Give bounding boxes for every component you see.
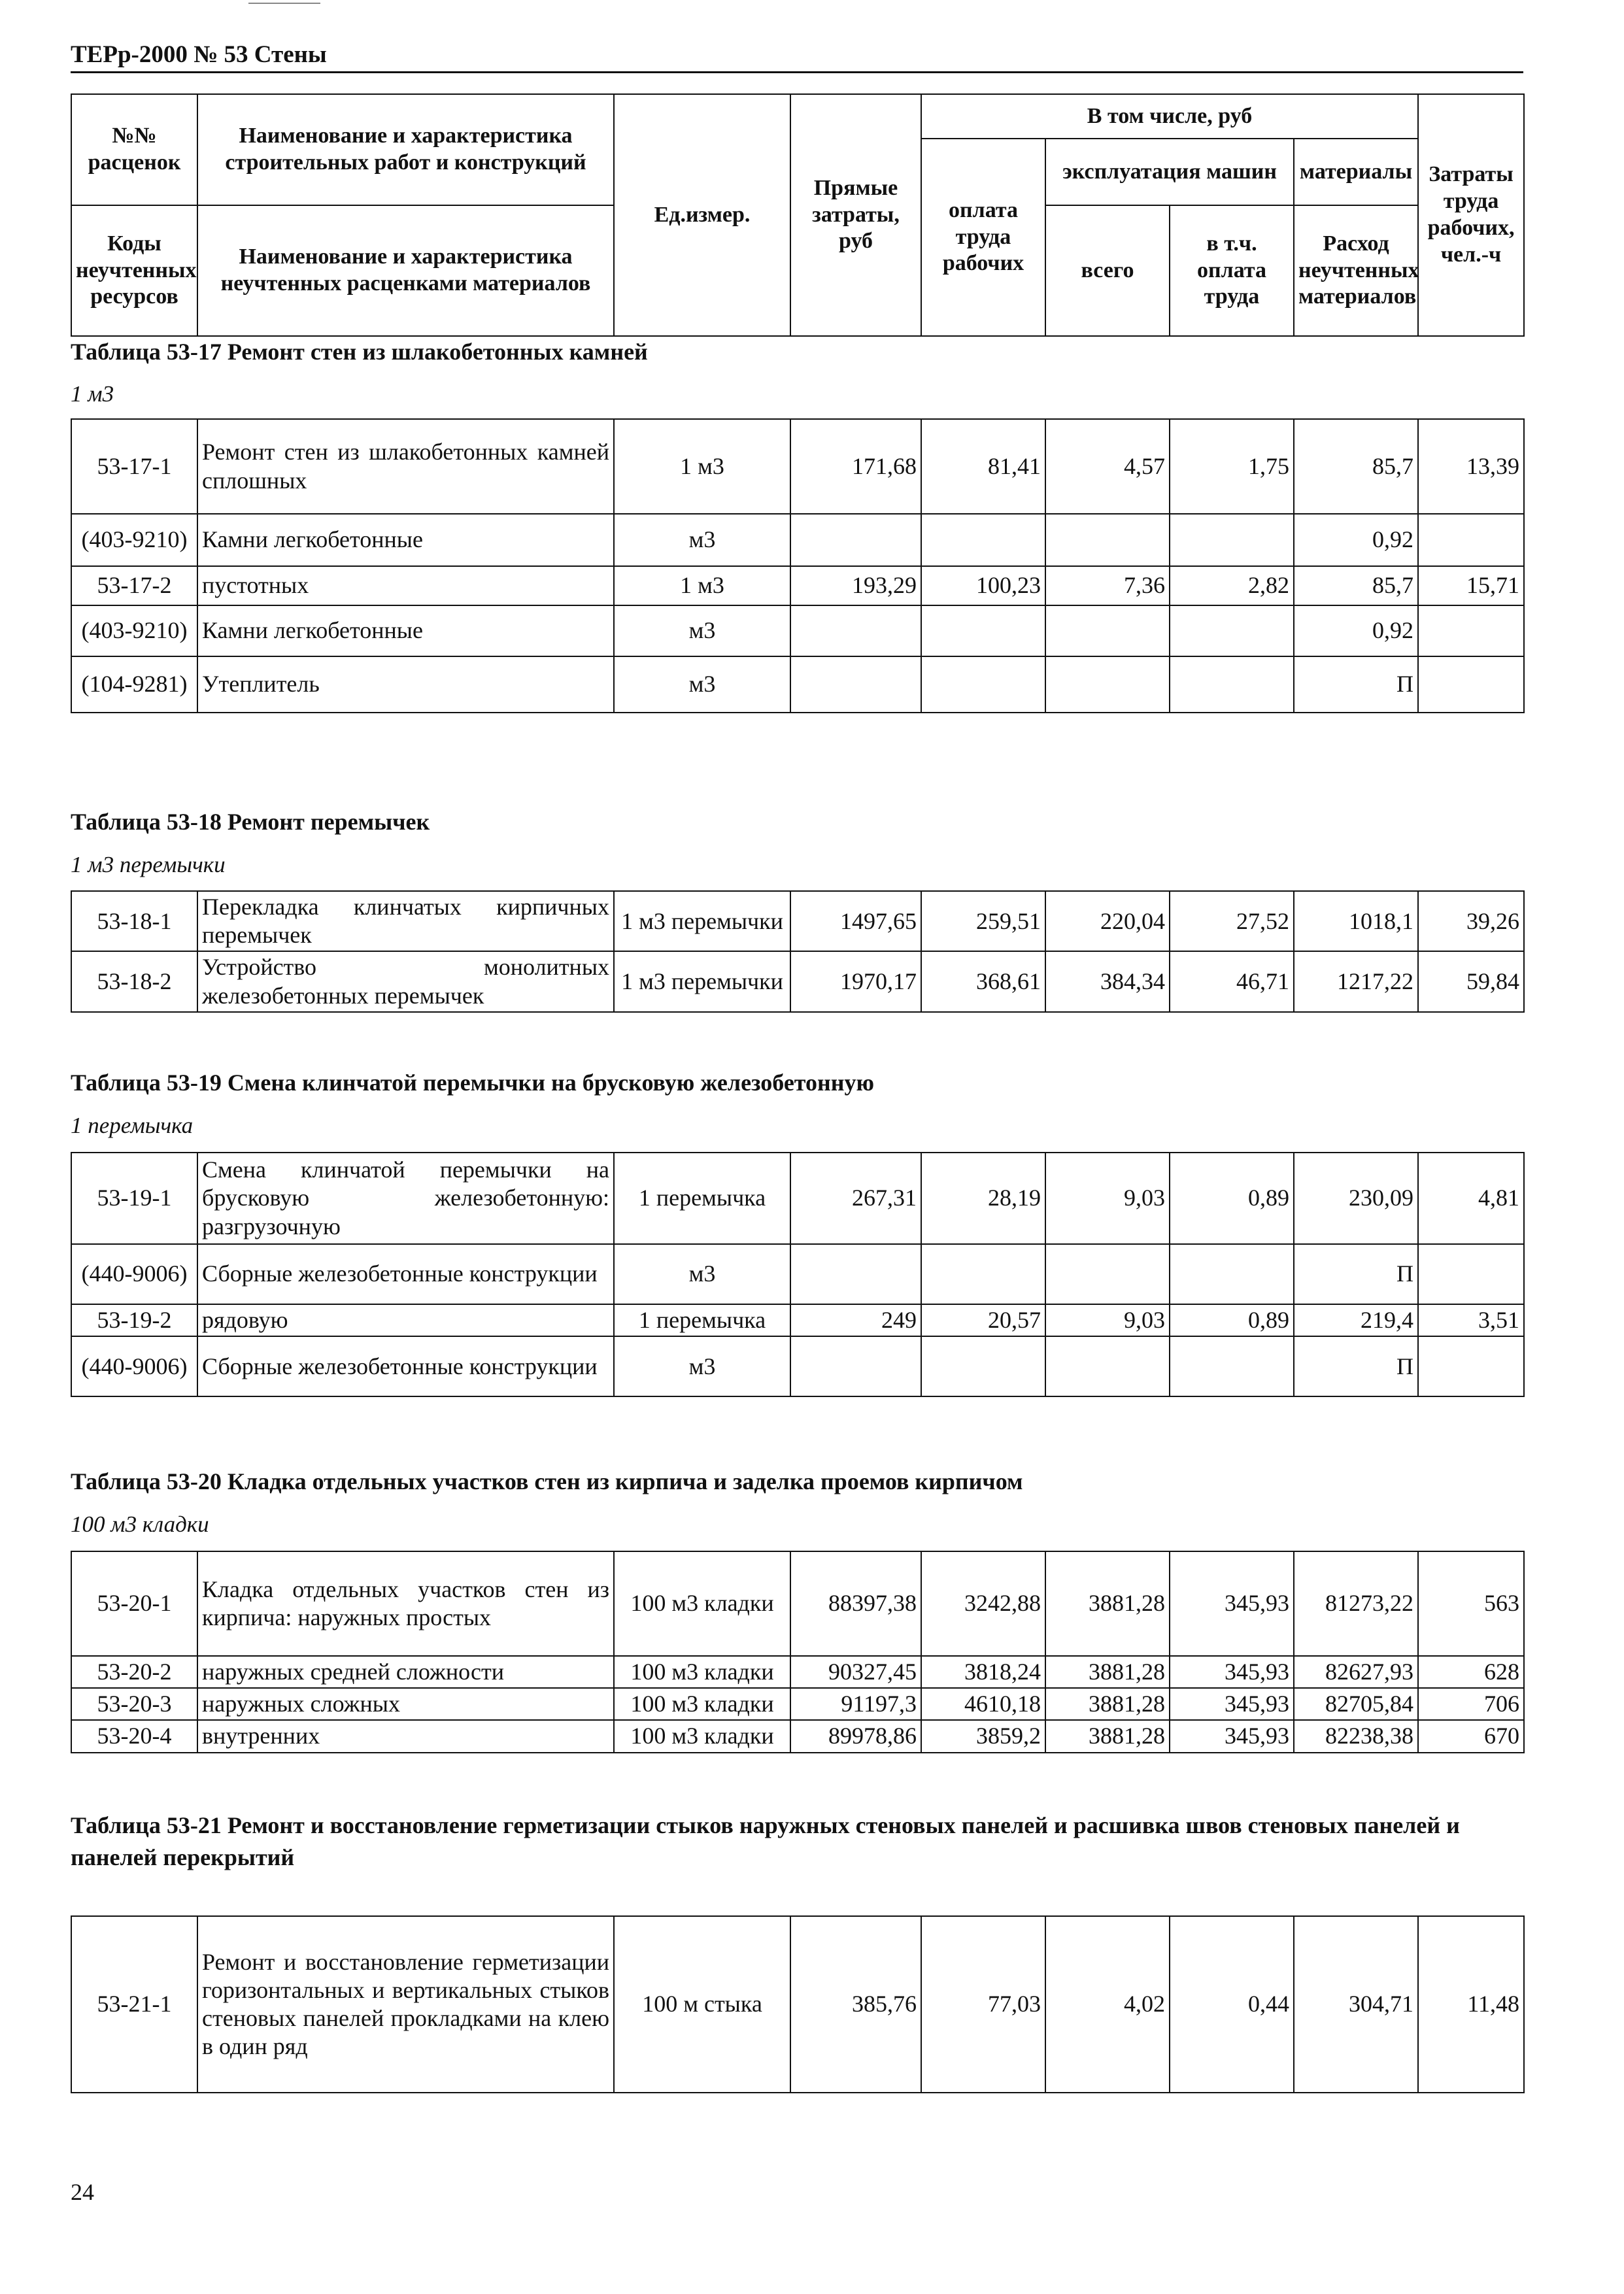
unit-cell: м3 [614, 656, 790, 713]
code-cell: 53-17-1 [71, 419, 197, 514]
machines-wage-cell [1170, 656, 1294, 713]
table-row [71, 1720, 1524, 1752]
code-cell: 53-18-2 [71, 951, 197, 1011]
hdr-res-name: Наименование и характеристика неучтенных расценками материалов [197, 205, 614, 336]
hdr-machines-wage: в т.ч. оплата труда [1170, 205, 1294, 336]
table-53-21-caption: Таблица 53-21 Ремонт и восстановление герметизации стыков наружных стеновых панелей и расшивка швов стеновых панелей и панелей перекрытий [71, 1812, 1460, 1870]
table-row [71, 419, 1524, 514]
direct-cost-cell [790, 1336, 921, 1396]
machines-cell [1045, 514, 1170, 566]
code-cell: 53-19-1 [71, 1153, 197, 1244]
labor-cell: 706 [1418, 1688, 1524, 1720]
machines-cell [1045, 1244, 1170, 1304]
direct-cost-cell: 385,76 [790, 1916, 921, 2093]
table-53-20-caption: Таблица 53-20 Кладка отдельных участков стен из кирпича и заделка проемов кирпичом [71, 1468, 1023, 1494]
hdr-code: №№ расценок [71, 94, 197, 205]
code-cell: 53-19-2 [71, 1304, 197, 1336]
unit-cell: 1 м3 [614, 566, 790, 605]
table-53-18-unit: 1 м3 перемычки [71, 852, 226, 877]
table-53-19-caption: Таблица 53-19 Смена клинчатой перемычки на брусковую железобетонную [71, 1070, 875, 1096]
labor-cell: 563 [1418, 1551, 1524, 1656]
wage-cell [921, 514, 1045, 566]
labor-cell [1418, 605, 1524, 656]
unit-cell: 100 м3 кладки [614, 1551, 790, 1656]
unit-cell: м3 [614, 1244, 790, 1304]
table-53-19-unit: 1 перемычка [71, 1113, 194, 1138]
code-cell: 53-20-3 [71, 1688, 197, 1720]
wage-cell: 28,19 [921, 1153, 1045, 1244]
code-cell: 53-20-1 [71, 1551, 197, 1656]
unit-cell: 1 м3 перемычки [614, 951, 790, 1011]
machines-cell: 9,03 [1045, 1304, 1170, 1336]
code-cell: (440-9006) [71, 1244, 197, 1304]
hdr-machines-total: всего [1045, 205, 1170, 336]
labor-cell [1418, 1244, 1524, 1304]
table-53-20-unit: 100 м3 кладки [71, 1511, 209, 1537]
hdr-materials: материалы [1294, 139, 1418, 205]
direct-cost-cell: 1970,17 [790, 951, 921, 1011]
machines-wage-cell: 345,93 [1170, 1720, 1294, 1752]
labor-cell: 11,48 [1418, 1916, 1524, 2093]
scan-mark [248, 3, 320, 4]
code-cell: 53-17-2 [71, 566, 197, 605]
name-cell: внутренних [197, 1720, 614, 1752]
machines-wage-cell [1170, 1244, 1294, 1304]
labor-cell: 59,84 [1418, 951, 1524, 1011]
direct-cost-cell [790, 656, 921, 713]
unit-cell: м3 [614, 1336, 790, 1396]
name-cell: наружных средней сложности [197, 1656, 614, 1688]
code-cell: (440-9006) [71, 1336, 197, 1396]
materials-cell: 85,7 [1294, 419, 1418, 514]
code-cell: 53-21-1 [71, 1916, 197, 2093]
name-cell: Утеплитель [197, 656, 614, 713]
machines-cell [1045, 605, 1170, 656]
machines-wage-cell: 1,75 [1170, 419, 1294, 514]
materials-cell: 0,92 [1294, 514, 1418, 566]
page-number: 24 [71, 2179, 94, 2205]
table-row [71, 566, 1524, 605]
wage-cell [921, 1244, 1045, 1304]
direct-cost-cell: 171,68 [790, 419, 921, 514]
machines-cell: 4,57 [1045, 419, 1170, 514]
labor-cell: 39,26 [1418, 891, 1524, 951]
machines-cell: 220,04 [1045, 891, 1170, 951]
table-row [71, 1304, 1524, 1336]
machines-wage-cell: 345,93 [1170, 1551, 1294, 1656]
table-53-18 [71, 890, 1525, 1013]
name-cell: Сборные железобетонные конструкции [197, 1244, 614, 1304]
unit-cell: м3 [614, 605, 790, 656]
machines-cell [1045, 1336, 1170, 1396]
machines-cell: 7,36 [1045, 566, 1170, 605]
direct-cost-cell: 267,31 [790, 1153, 921, 1244]
materials-cell: 82705,84 [1294, 1688, 1418, 1720]
name-cell: Перекладка клинчатых кирпичных перемычек [197, 891, 614, 951]
machines-cell: 384,34 [1045, 951, 1170, 1011]
table-53-17 [71, 418, 1525, 713]
machines-wage-cell: 0,89 [1170, 1304, 1294, 1336]
table-53-20 [71, 1551, 1525, 1753]
machines-wage-cell: 27,52 [1170, 891, 1294, 951]
machines-wage-cell: 0,44 [1170, 1916, 1294, 2093]
name-cell: Устройство монолитных железобетонных перемычек [197, 951, 614, 1011]
machines-wage-cell [1170, 605, 1294, 656]
wage-cell: 81,41 [921, 419, 1045, 514]
direct-cost-cell: 1497,65 [790, 891, 921, 951]
wage-cell: 3818,24 [921, 1656, 1045, 1688]
table-row [71, 1153, 1524, 1244]
name-cell: Смена клинчатой перемычки на брусковую железобетонную: разгрузочную [197, 1153, 614, 1244]
machines-wage-cell: 2,82 [1170, 566, 1294, 605]
labor-cell: 628 [1418, 1656, 1524, 1688]
hdr-res-code: Коды неучтенных ресурсов [71, 205, 197, 336]
machines-cell: 3881,28 [1045, 1688, 1170, 1720]
machines-wage-cell: 46,71 [1170, 951, 1294, 1011]
materials-cell: 219,4 [1294, 1304, 1418, 1336]
table-row [71, 1244, 1524, 1304]
wage-cell: 3242,88 [921, 1551, 1045, 1656]
labor-cell: 3,51 [1418, 1304, 1524, 1336]
machines-cell: 9,03 [1045, 1153, 1170, 1244]
code-cell: (403-9210) [71, 605, 197, 656]
code-cell: 53-20-4 [71, 1720, 197, 1752]
page-header: ТЕРр-2000 № 53 Стены [71, 41, 1523, 73]
machines-cell: 3881,28 [1045, 1551, 1170, 1656]
table-row [71, 1916, 1524, 2093]
machines-cell: 3881,28 [1045, 1656, 1170, 1688]
machines-wage-cell [1170, 1336, 1294, 1396]
wage-cell: 77,03 [921, 1916, 1045, 2093]
code-cell: (104-9281) [71, 656, 197, 713]
materials-cell: 1217,22 [1294, 951, 1418, 1011]
direct-cost-cell: 193,29 [790, 566, 921, 605]
wage-cell [921, 1336, 1045, 1396]
name-cell: Камни легкобетонные [197, 514, 614, 566]
wage-cell: 4610,18 [921, 1688, 1045, 1720]
wage-cell: 20,57 [921, 1304, 1045, 1336]
table-row [71, 951, 1524, 1011]
materials-cell: 85,7 [1294, 566, 1418, 605]
materials-cell: 304,71 [1294, 1916, 1418, 2093]
unit-cell: 1 перемычка [614, 1304, 790, 1336]
materials-cell: 82238,38 [1294, 1720, 1418, 1752]
materials-cell: 1018,1 [1294, 891, 1418, 951]
name-cell: наружных сложных [197, 1688, 614, 1720]
materials-cell: 230,09 [1294, 1153, 1418, 1244]
machines-cell [1045, 656, 1170, 713]
machines-wage-cell: 345,93 [1170, 1688, 1294, 1720]
unit-cell: 1 перемычка [614, 1153, 790, 1244]
labor-cell [1418, 514, 1524, 566]
table-53-21 [71, 1915, 1525, 2093]
name-cell: Камни легкобетонные [197, 605, 614, 656]
hdr-materials-unacc: Расход неучтенных материалов [1294, 205, 1418, 336]
machines-wage-cell: 345,93 [1170, 1656, 1294, 1688]
unit-cell: 100 м3 кладки [614, 1656, 790, 1688]
direct-cost-cell: 91197,3 [790, 1688, 921, 1720]
direct-cost-cell: 89978,86 [790, 1720, 921, 1752]
machines-wage-cell [1170, 514, 1294, 566]
name-cell: Кладка отдельных участков стен из кирпича: наружных простых [197, 1551, 614, 1656]
unit-cell: м3 [614, 514, 790, 566]
column-header-table [71, 93, 1525, 337]
materials-cell: П [1294, 656, 1418, 713]
hdr-labor: Затраты труда рабочих, чел.-ч [1418, 94, 1524, 336]
table-53-17-caption: Таблица 53-17 Ремонт стен из шлакобетонных камней [71, 339, 648, 365]
direct-cost-cell: 90327,45 [790, 1656, 921, 1688]
wage-cell [921, 605, 1045, 656]
table-53-18-caption: Таблица 53-18 Ремонт перемычек [71, 809, 430, 835]
machines-cell: 4,02 [1045, 1916, 1170, 2093]
table-53-17-unit: 1 м3 [71, 381, 114, 407]
labor-cell: 4,81 [1418, 1153, 1524, 1244]
name-cell: Ремонт стен из шлакобетонных камней сплошных [197, 419, 614, 514]
table-row [71, 1688, 1524, 1720]
unit-cell: 100 м стыка [614, 1916, 790, 2093]
hdr-wage: оплата труда рабочих [921, 139, 1045, 336]
name-cell: рядовую [197, 1304, 614, 1336]
table-row [71, 514, 1524, 566]
code-cell: 53-20-2 [71, 1656, 197, 1688]
table-row [71, 891, 1524, 951]
machines-wage-cell: 0,89 [1170, 1153, 1294, 1244]
hdr-incl: В том числе, руб [921, 94, 1418, 139]
wage-cell [921, 656, 1045, 713]
labor-cell [1418, 1336, 1524, 1396]
hdr-direct: Прямые затраты, руб [790, 94, 921, 336]
wage-cell: 3859,2 [921, 1720, 1045, 1752]
materials-cell: П [1294, 1244, 1418, 1304]
labor-cell [1418, 656, 1524, 713]
table-row [71, 605, 1524, 656]
name-cell: Сборные железобетонные конструкции [197, 1336, 614, 1396]
labor-cell: 670 [1418, 1720, 1524, 1752]
wage-cell: 368,61 [921, 951, 1045, 1011]
table-53-19 [71, 1152, 1525, 1397]
table-row [71, 1336, 1524, 1396]
materials-cell: 82627,93 [1294, 1656, 1418, 1688]
direct-cost-cell [790, 1244, 921, 1304]
materials-cell: 81273,22 [1294, 1551, 1418, 1656]
unit-cell: 1 м3 [614, 419, 790, 514]
unit-cell: 1 м3 перемычки [614, 891, 790, 951]
wage-cell: 259,51 [921, 891, 1045, 951]
code-cell: (403-9210) [71, 514, 197, 566]
direct-cost-cell [790, 605, 921, 656]
direct-cost-cell: 88397,38 [790, 1551, 921, 1656]
table-row [71, 656, 1524, 713]
machines-cell: 3881,28 [1045, 1720, 1170, 1752]
labor-cell: 15,71 [1418, 566, 1524, 605]
materials-cell: П [1294, 1336, 1418, 1396]
direct-cost-cell: 249 [790, 1304, 921, 1336]
labor-cell: 13,39 [1418, 419, 1524, 514]
code-cell: 53-18-1 [71, 891, 197, 951]
unit-cell: 100 м3 кладки [614, 1720, 790, 1752]
hdr-machines: эксплуатация машин [1045, 139, 1294, 205]
direct-cost-cell [790, 514, 921, 566]
materials-cell: 0,92 [1294, 605, 1418, 656]
hdr-unit: Ед.измер. [614, 94, 790, 336]
name-cell: Ремонт и восстановление герметизации горизонтальных и вертикальных стыков стеновых панелей прокладками на клею в один ряд [197, 1916, 614, 2093]
hdr-name: Наименование и характеристика строительных работ и конструкций [197, 94, 614, 205]
name-cell: пустотных [197, 566, 614, 605]
unit-cell: 100 м3 кладки [614, 1688, 790, 1720]
table-row [71, 1656, 1524, 1688]
table-row [71, 1551, 1524, 1656]
wage-cell: 100,23 [921, 566, 1045, 605]
